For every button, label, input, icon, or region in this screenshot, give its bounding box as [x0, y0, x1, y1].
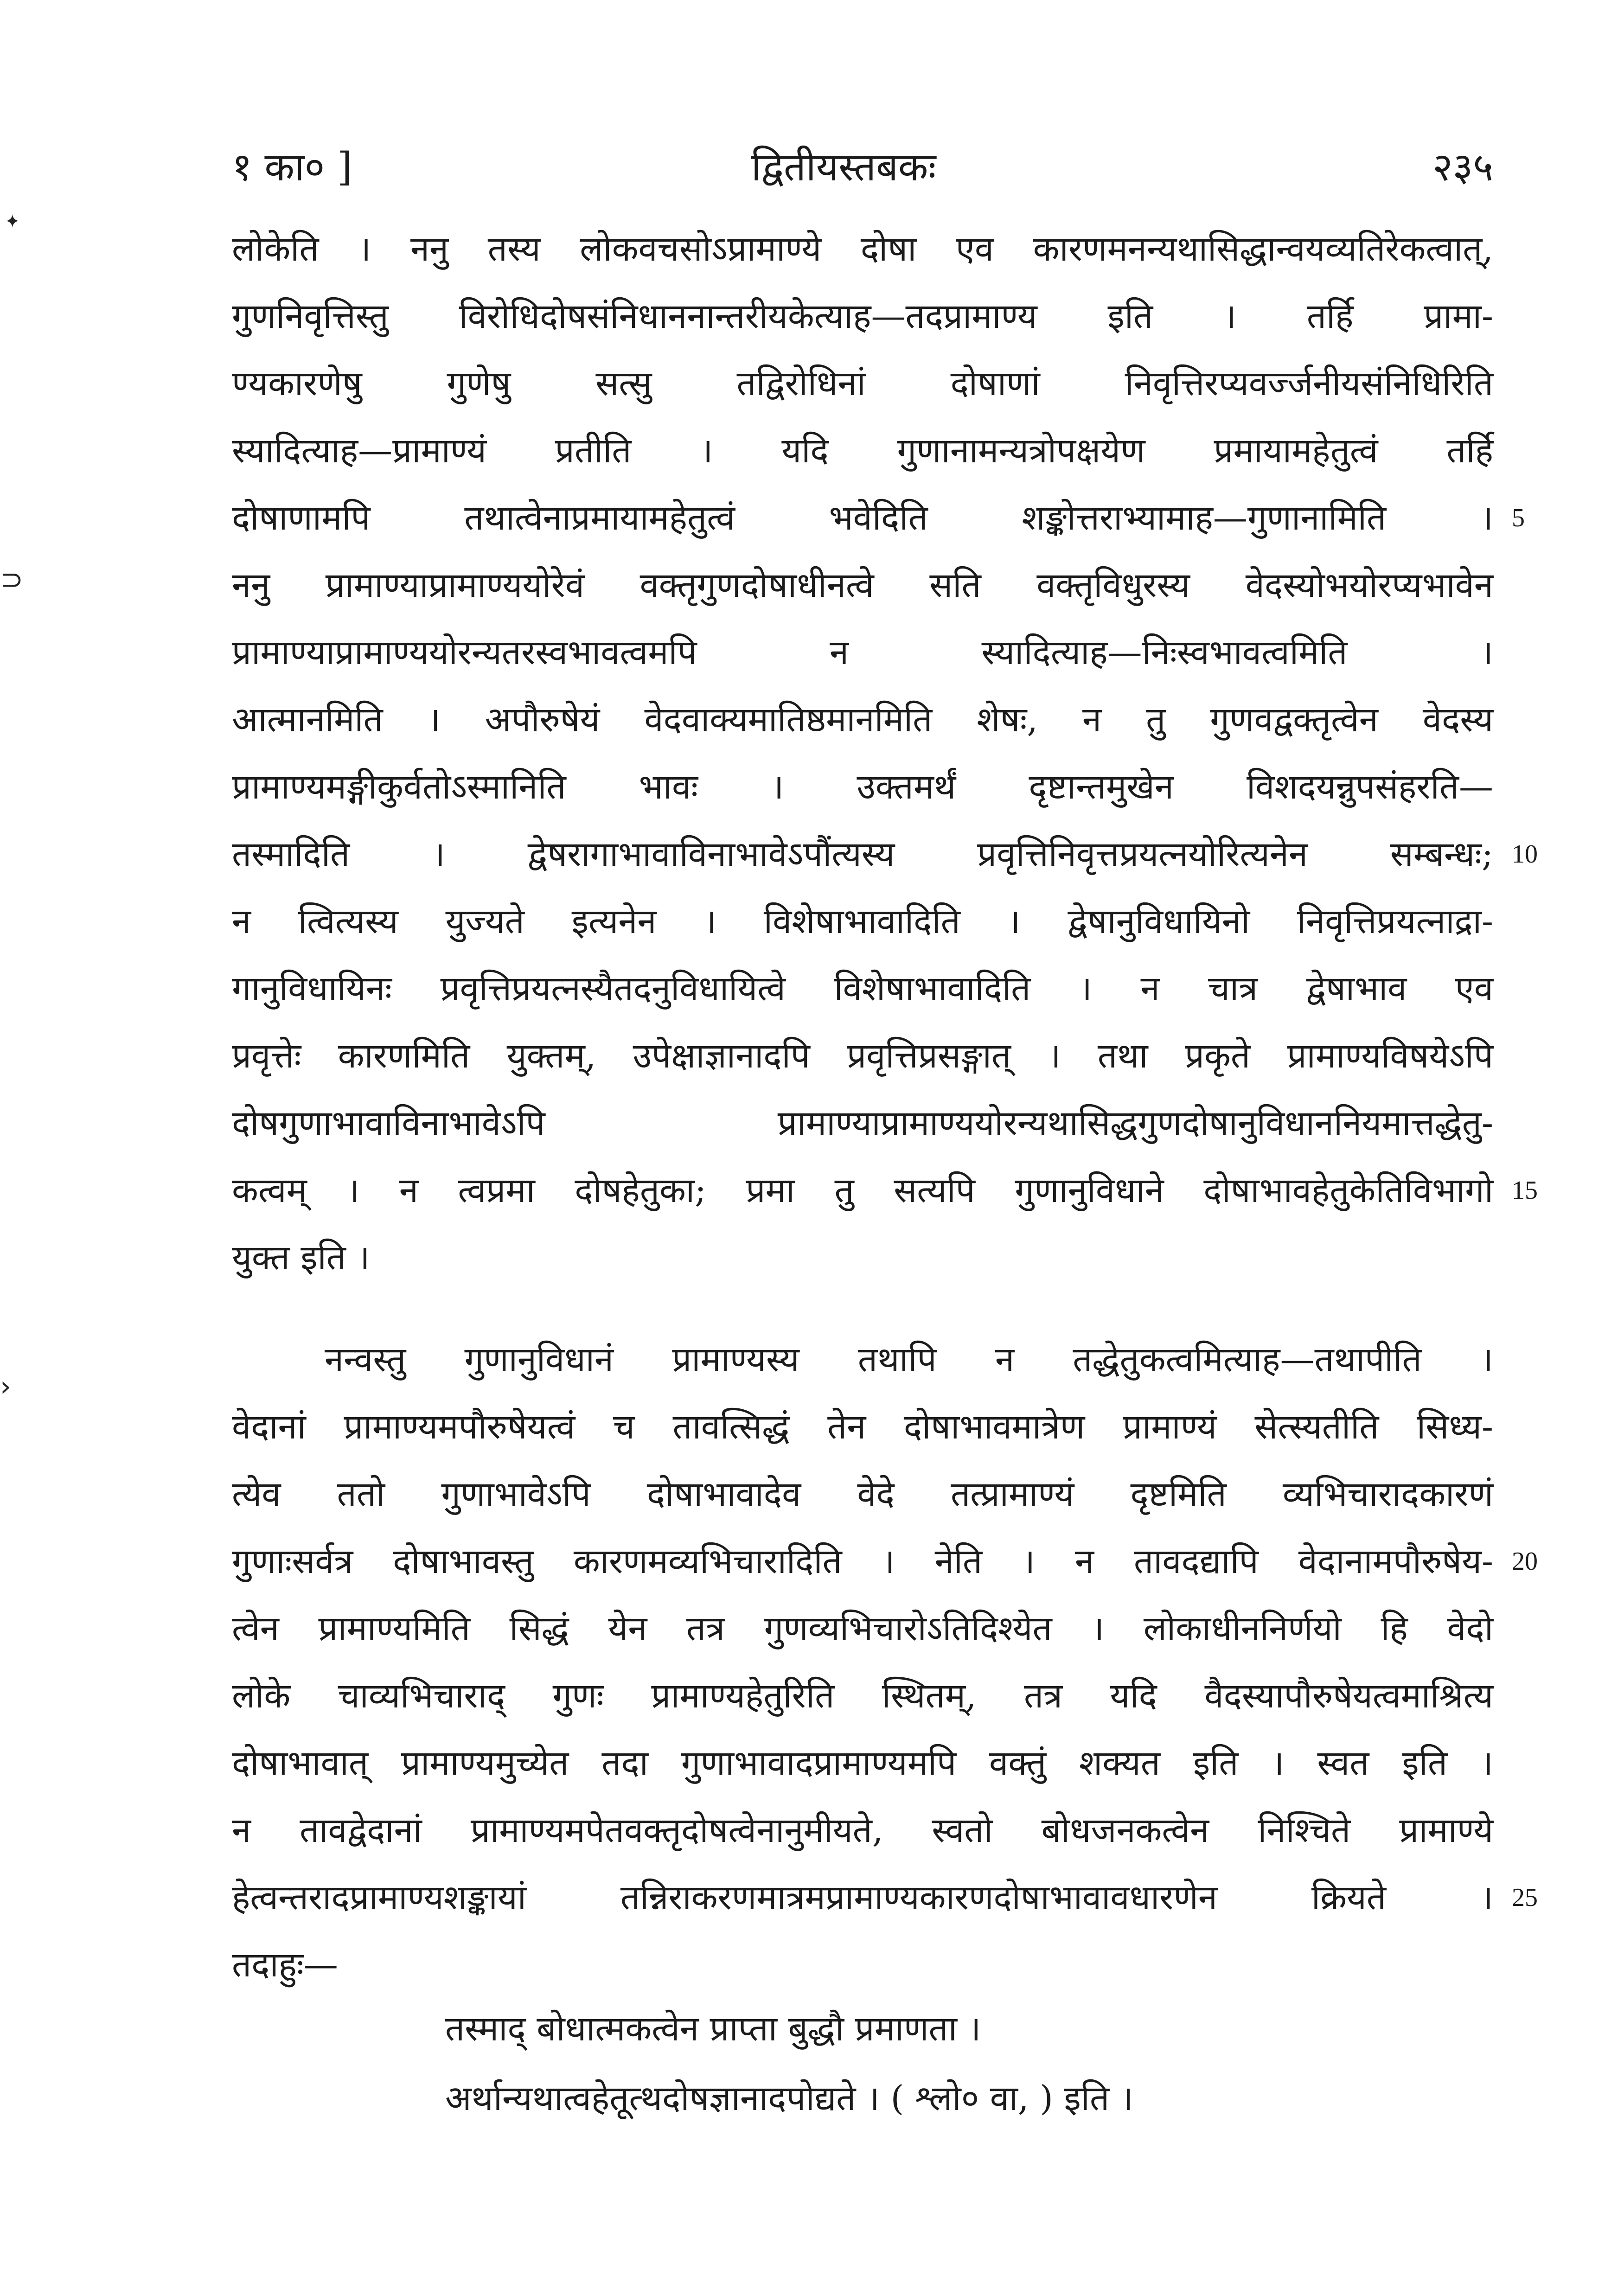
line-number: 5	[1512, 504, 1525, 532]
text-line: प्रामाण्यमङ्गीकुर्वतोऽस्मानिति भावः । उक्तमर्थं दृष्टान्तमुखेन विशदयन्नुपसंहरति—	[232, 767, 1493, 807]
commentary-paragraph-1	[232, 216, 1538, 1291]
text-line: वेदानां प्रामाण्यमपौरुषेयत्वं च तावत्सिद्धं तेन दोषाभावमात्रेण प्रामाण्यं सेत्स्यतीति सिध्य-	[232, 1407, 1493, 1447]
text-line: ण्यकारणेषु गुणेषु सत्सु तद्विरोधिनां दोषाणां निवृत्तिरप्यवर्ज्जनीयसंनिधिरिति	[232, 364, 1493, 403]
text-line: आत्मानमिति । अपौरुषेयं वेदवाक्यमातिष्ठमानमिति शेषः, न तु गुणवद्वक्तृत्वेन वेदस्य	[232, 700, 1493, 740]
verse-line-1: तस्माद् बोधात्मकत्वेन प्राप्ता बुद्धौ प्रमाणता ।	[445, 2009, 981, 2049]
line-number: 20	[1512, 1547, 1538, 1576]
line-number: 10	[1512, 840, 1538, 869]
text-line: लोकेति । ननु तस्य लोकवचसोऽप्रामाण्ये दोषा एव कारणमनन्यथासिद्धान्वयव्यतिरेकत्वात्,	[232, 229, 1493, 269]
verse-line-2: अर्थान्यथात्वहेतूत्थदोषज्ञानादपोद्यते । ( श्लो० वा, ) इति ।	[445, 2078, 1133, 2118]
text-line: त्वेन प्रामाण्यमिति सिद्धं येन तत्र गुणव्यभिचारोऽतिदिश्येत । लोकाधीननिर्णयो हि वेदो	[232, 1609, 1493, 1649]
text-line: गुणनिवृत्तिस्तु विरोधिदोषसंनिधाननान्तरीयकेत्याह—तदप्रामाण्य इति । तर्हि प्रामा-	[232, 296, 1493, 336]
chapter-ref: १ का० ]	[232, 144, 352, 190]
text-line: तदाहुः—	[232, 1945, 338, 1985]
text-line: युक्त इति ।	[232, 1238, 370, 1278]
text-line: तस्मादिति । द्वेषरागाभावाविनाभावेऽपौंत्यस्य प्रवृत्तिनिवृत्तप्रयत्नयोरित्यनेन सम्बन्धः; 10	[232, 821, 1493, 888]
text-line: दोषगुणाभावाविनाभावेऽपि प्रामाण्याप्रामाण्ययोरन्यथासिद्धगुणदोषानुविधाननियमात्तद्धेतु-	[232, 1103, 1493, 1143]
text-line: हेत्वन्तरादप्रामाण्यशङ्कायां तन्निराकरणमात्रमप्रामाण्यकारणदोषाभावावधारणेन क्रियते । 25	[232, 1864, 1493, 1931]
quoted-verse	[445, 1994, 1419, 2133]
text-line: स्यादित्याह—प्रामाण्यं प्रतीति । यदि गुणानामन्यत्रोपक्षयेण प्रमायामहेतुत्वं तर्हि	[232, 431, 1493, 471]
page-number: २३५	[1432, 144, 1493, 190]
text-line: कत्वम् । न त्वप्रमा दोषहेतुका; प्रमा तु सत्यपि गुणानुविधाने दोषाभावहेतुकेतिविभागो 15	[232, 1157, 1493, 1224]
text-line: प्रवृत्तेः कारणमिति युक्तम्, उपेक्षाज्ञानादपि प्रवृत्तिप्रसङ्गात् । तथा प्रकृते प्रामाण्यविषयेऽपि	[232, 1036, 1493, 1076]
line-number: 15	[1512, 1176, 1538, 1205]
text-line: नन्वस्तु गुणानुविधानं प्रामाण्यस्य तथापि न तद्धेतुकत्वमित्याह—तथापीति ।	[325, 1340, 1493, 1380]
text-line: गुणाःसर्वत्र दोषाभावस्तु कारणमव्यभिचारादिति । नेति । न तावदद्यापि वेदानामपौरुषेय- 20	[232, 1528, 1493, 1595]
text-line: दोषाणामपि तथात्वेनाप्रमायामहेतुत्वं भवेदिति शङ्कोत्तराभ्यामाह—गुणानामिति । 5	[232, 485, 1493, 552]
margin-mark-star: ✦	[5, 211, 20, 232]
line-number: 25	[1512, 1883, 1538, 1912]
text-line: गानुविधायिनः प्रवृत्तिप्रयत्नस्यैतदनुविधायित्वे विशेषाभावादिति । न चात्र द्वेषाभाव एव	[232, 969, 1493, 1009]
running-title: द्वितीयस्तबकः	[751, 144, 936, 190]
text-line: ननु प्रामाण्याप्रामाण्ययोरेवं वक्तृगुणदोषाधीनत्वे सति वक्तृविधुरस्य वेदस्योभयोरप्यभावेन	[232, 565, 1493, 605]
text-line: न तावद्वेदानां प्रामाण्यमपेतवक्तृदोषत्वेनानुमीयते, स्वतो बोधजनकत्वेन निश्चिते प्रामाण्ये	[232, 1810, 1493, 1850]
text-line: त्येव ततो गुणाभावेऽपि दोषाभावादेव वेदे तत्प्रामाण्यं दृष्टमिति व्यभिचारादकारणं	[232, 1474, 1493, 1514]
text-line: प्रामाण्याप्रामाण्ययोरन्यतरस्वभावत्वमपि न स्यादित्याह—निःस्वभावत्वमिति ।	[232, 633, 1493, 672]
text-line: दोषाभावात् प्रामाण्यमुच्येत तदा गुणाभावादप्रामाण्यमपि वक्तुं शक्यत इति । स्वत इति ।	[232, 1743, 1493, 1783]
text-line: न त्वित्यस्य युज्यते इत्यनेन । विशेषाभावादिति । द्वेषानुविधायिनो निवृत्तिप्रयत्नाद्रा-	[232, 901, 1493, 941]
page-header	[232, 132, 1493, 202]
commentary-paragraph-2	[232, 1326, 1538, 1999]
margin-mark-angle: ⊃	[0, 563, 24, 596]
text-line: लोके चाव्यभिचाराद् गुणः प्रामाण्यहेतुरिति स्थितम्, तत्र यदि वैदस्यापौरुषेयत्वमाश्रित्य	[232, 1676, 1493, 1716]
margin-mark-arrow: ›	[0, 1370, 11, 1403]
